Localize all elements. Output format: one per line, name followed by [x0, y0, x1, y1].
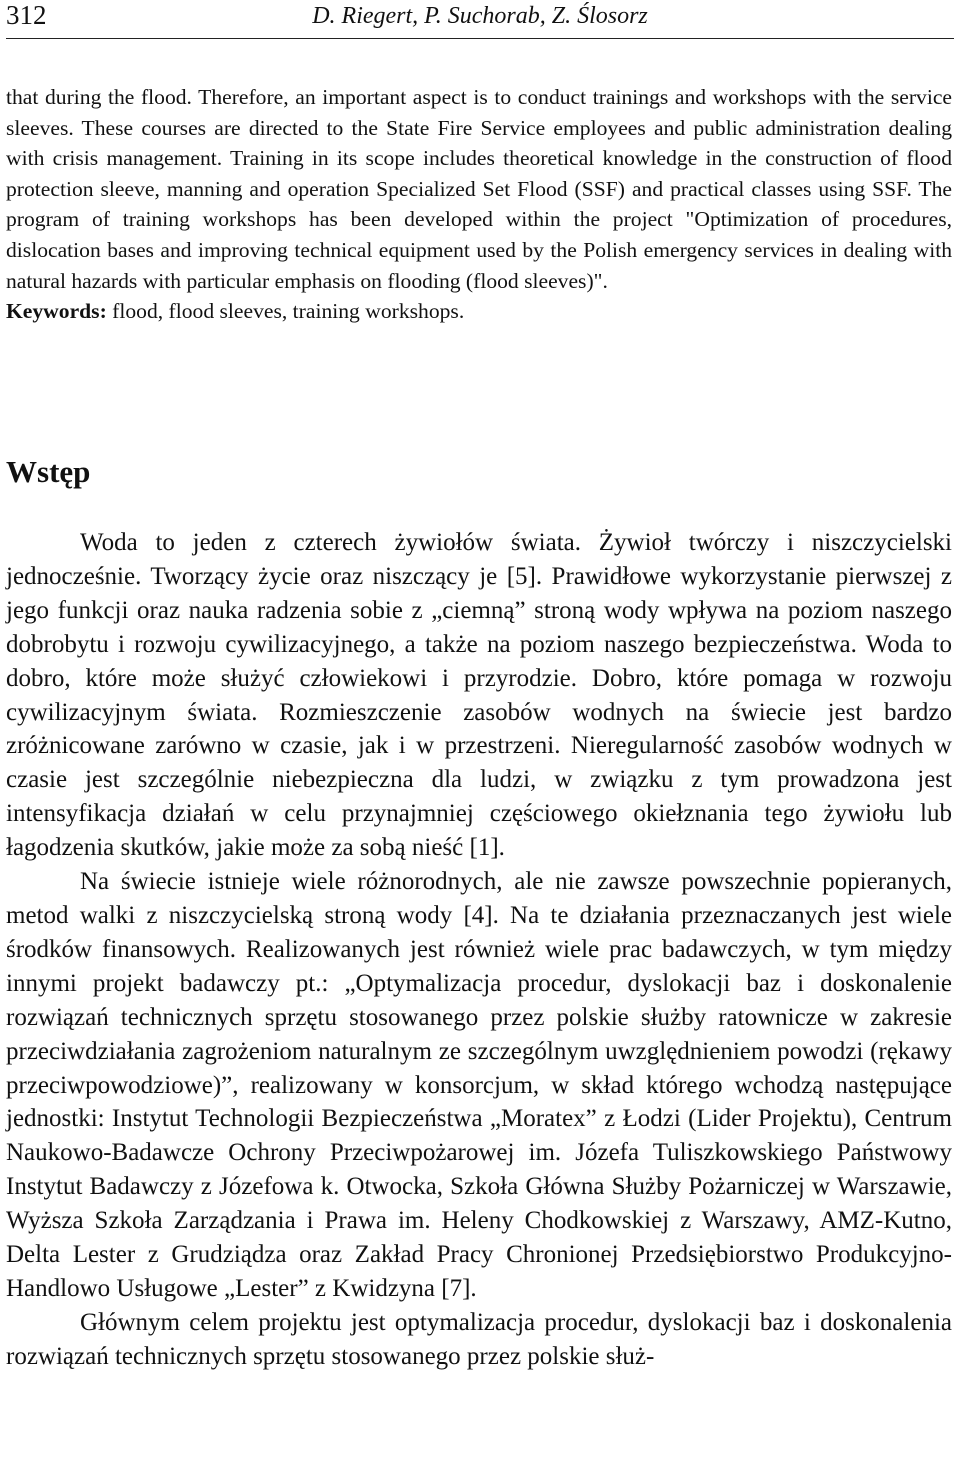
abstract: [6, 82, 952, 327]
keywords-label: Keywords:: [6, 299, 107, 324]
header-rule: [6, 38, 954, 39]
body-paragraph: Woda to jeden z czterech żywiołów świata. Żywioł twórczy i niszczycielski jednocześnie. Tworzący życie oraz niszczący je [5]. Prawidłowe wykorzystanie pierwszej z jego funkcji oraz nauka radzenia sobie z „ciemną” stroną wody wpływa na poziom naszego dobrobytu i rozwoju cywilizacyjnego, a także na poziom naszego bezpieczeństwa. Woda to dobro, które może służyć człowiekowi i przyrodzie. Dobro, które pomaga w rozwoju cywilizacyjnym świata. Rozmieszczenie zasobów wodnych na świecie jest bardzo zróżnicowane zarówno w czasie, jak i w przestrzeni. Nieregularność zasobów wodnych w czasie jest szczególnie niebezpieczna dla ludzi, w związku z tym prowadzona jest intensyfikacja działań w celu przynajmniej częściowego okiełznania tego żywiołu lub łagodzenia skutków, jakie może za sobą nieść [1].: [6, 529, 952, 862]
keywords-line: [6, 296, 952, 327]
section-heading: Wstęp: [6, 454, 91, 489]
abstract-text: that during the flood. Therefore, an important aspect is to conduct trainings and workshops with the service sleeves. These courses are directed to the State Fire Service employees and public administration dealing with crisis management. Training in its scope includes theoretical knowledge in the construction of flood protection sleeve, manning and operation Specialized Set Flood (SSF) and practical classes using SSF. The program of training workshops has been developed within the project "Optimization of procedures, dislocation bases and improving technical equipment used by the Polish emergency services in dealing with natural hazards with particular emphasis on flooding (flood sleeves)".: [6, 85, 952, 293]
keywords-value: flood, flood sleeves, training workshops.: [112, 299, 465, 324]
section-body: [6, 526, 952, 1374]
running-head-authors: D. Riegert, P. Suchorab, Z. Ślosorz: [312, 3, 648, 29]
body-paragraph: Głównym celem projektu jest optymalizacja procedur, dyslokacji baz i doskonalenia rozwiązań technicznych sprzętu stosowanego przez polskie służ-: [6, 1308, 952, 1370]
page-header: [6, 0, 954, 36]
page-number: 312: [6, 0, 47, 30]
body-paragraph: Na świecie istnieje wiele różnorodnych, ale nie zawsze powszechnie popieranych, metod walki z niszczycielską stroną wody [4]. Na te działania przeznaczanych jest wiele środków finansowych. Realizowanych jest również wiele prac badawczych, w tym między innymi projekt badawczy pt.: „Optymalizacja procedur, dyslokacji baz i doskonalenie rozwiązań technicznych sprzętu stosowanego przez polskie służby ratownicze w zakresie przeciwdziałania zagrożeniom naturalnym ze szczególnym uwzględnieniem powodzi (rękawy przeciwpowodziowe)”, realizowany w konsorcjum, w skład którego wchodzą następujące jednostki: Instytut Technologii Bezpieczeństwa „Moratex” z Łodzi (Lider Projektu), Centrum Naukowo-Badawcze Ochrony Przeciwpożarowej im. Józefa Tuliszkowskiego Państwowy Instytut Badawczy z Józefowa k. Otwocka, Szkoła Główna Służby Pożarniczej w Warszawie, Wyższa Szkoła Zarządzania i Prawa im. Heleny Chodkowskiej z Warszawy, AMZ-Kutno, Delta Lester z Grudziądza oraz Zakład Pracy Chronionej Przedsiębiorstwo Produkcyjno-Handlowo Usługowe „Lester” z Kwidzyna [7].: [6, 868, 952, 1302]
